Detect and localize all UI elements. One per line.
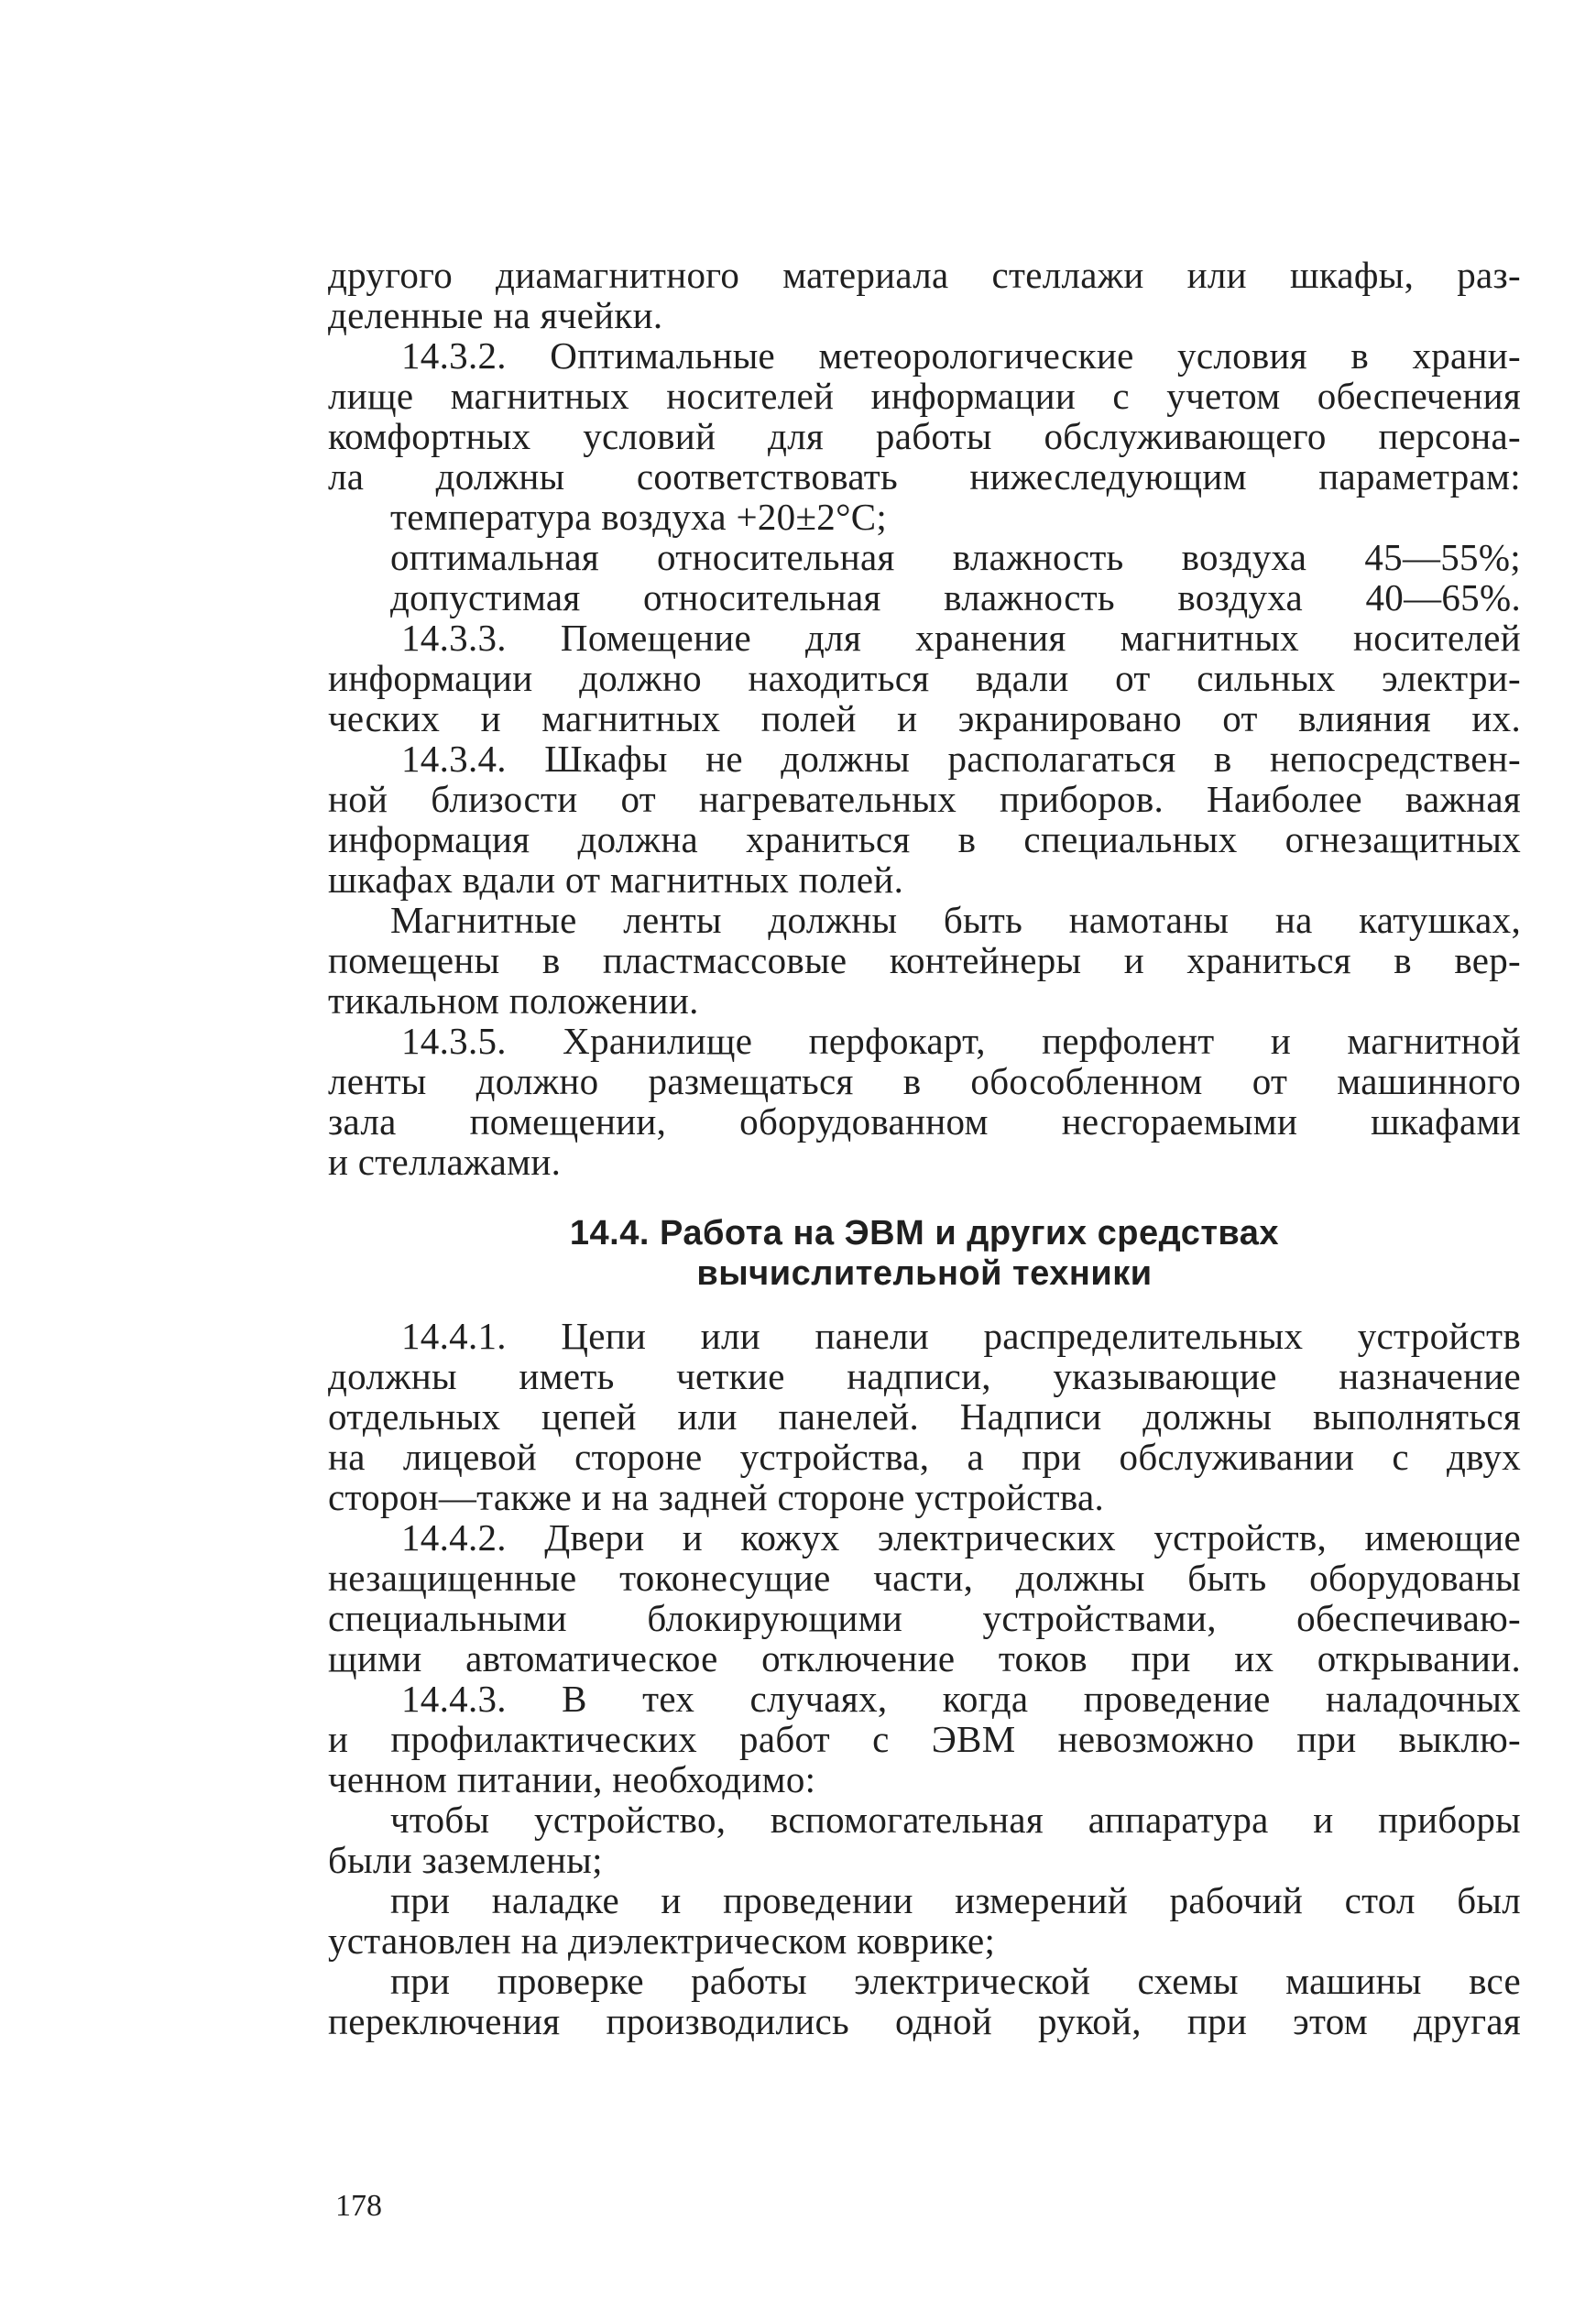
section-14-4-heading: [328, 1213, 1521, 1294]
text-line: ной близости от нагревательных приборов. Наиболее важная: [328, 778, 1521, 820]
page-number: 178: [335, 2189, 382, 2223]
text-line: сторон—также и на задней стороне устройства.: [328, 1476, 1105, 1518]
text-line: были заземлены;: [328, 1839, 603, 1881]
text-line: зала помещении, оборудованном несгораемыми шкафами: [328, 1100, 1521, 1143]
text-line: должны иметь четкие надписи, указывающие назначение: [328, 1355, 1521, 1397]
text-line: лище магнитных носителей информации с учетом обеспечения: [328, 375, 1521, 417]
list-item-one-hand: при проверке работы электрической схемы машины все: [390, 1960, 1521, 2002]
paragraph-14-4-1: 14.4.1. Цепи или панели распределительных устройств: [401, 1315, 1521, 1357]
text-line: ла должны соответствовать нижеследующим параметрам:: [328, 455, 1521, 498]
section-14-4-text: [328, 1316, 1521, 2041]
text-line: ченном питании, необходимо:: [328, 1758, 816, 1800]
text-line: шкафах вдали от магнитных полей.: [328, 859, 904, 901]
text-line: незащищенные токонесущие части, должны быть оборудованы: [328, 1557, 1521, 1599]
text-line: комфортных условий для работы обслуживающего персона-: [328, 415, 1521, 457]
text-line: специальными блокирующими устройствами, обеспечиваю-: [328, 1597, 1521, 1639]
text-line: на лицевой стороне устройства, а при обслуживании с двух: [328, 1436, 1521, 1478]
allowed-humidity-param: допустимая относительная влажность воздуха 40—65%.: [390, 576, 1521, 618]
paragraph-14-3-3: 14.3.3. Помещение для хранения магнитных носителей: [401, 617, 1521, 659]
text-line: другого диамагнитного материала стеллажи или шкафы, раз-: [328, 254, 1521, 296]
text-line: установлен на диэлектрическом коврике;: [328, 1920, 996, 1962]
list-item-dielectric-mat: при наладке и проведении измерений рабочий стол был: [390, 1879, 1521, 1921]
text-line: и стеллажами.: [328, 1141, 562, 1183]
text-line: ленты должно размещаться в обособленном от машинного: [328, 1060, 1521, 1102]
temperature-param: температура воздуха +20±2°С;: [390, 496, 888, 538]
section-heading-line-2: вычислительной техники: [696, 1254, 1153, 1293]
paragraph-14-4-2: 14.4.2. Двери и кожух электрических устройств, имеющие: [401, 1516, 1521, 1559]
text-line: деленные на ячейки.: [328, 294, 663, 336]
text-line: щими автоматическое отключение токов при их открывании.: [328, 1637, 1521, 1679]
optimal-humidity-param: оптимальная относительная влажность воздуха 45—55%;: [390, 536, 1521, 578]
list-item-grounding: чтобы устройство, вспомогательная аппаратура и приборы: [390, 1799, 1521, 1841]
paragraph-14-3-5: 14.3.5. Хранилище перфокарт, перфолент и магнитной: [401, 1020, 1521, 1062]
text-line: и профилактических работ с ЭВМ невозможно при выклю-: [328, 1718, 1521, 1760]
paragraph-14-3-4: 14.3.4. Шкафы не должны располагаться в непосредствен-: [401, 738, 1521, 780]
text-line: ческих и магнитных полей и экранировано от влияния их.: [328, 697, 1521, 739]
paragraph-magnetic-tapes: Магнитные ленты должны быть намотаны на катушках,: [390, 899, 1521, 941]
section-14-3-text: [328, 255, 1521, 1182]
text-line: помещены в пластмассовые контейнеры и храниться в вер-: [328, 939, 1521, 981]
paragraph-14-3-2: 14.3.2. Оптимальные метеорологические условия в храни-: [401, 334, 1521, 377]
text-line: информация должна храниться в специальных огнезащитных: [328, 818, 1521, 860]
text-line: тикальном положении.: [328, 979, 699, 1022]
text-line: переключения производились одной рукой, при этом другая: [328, 2000, 1521, 2042]
section-heading-line-1: 14.4. Работа на ЭВМ и других средствах: [569, 1214, 1280, 1252]
paragraph-14-4-3: 14.4.3. В тех случаях, когда проведение наладочных: [401, 1678, 1521, 1720]
text-line: информации должно находиться вдали от сильных электри-: [328, 657, 1521, 699]
text-line: отдельных цепей или панелей. Надписи должны выполняться: [328, 1395, 1521, 1438]
